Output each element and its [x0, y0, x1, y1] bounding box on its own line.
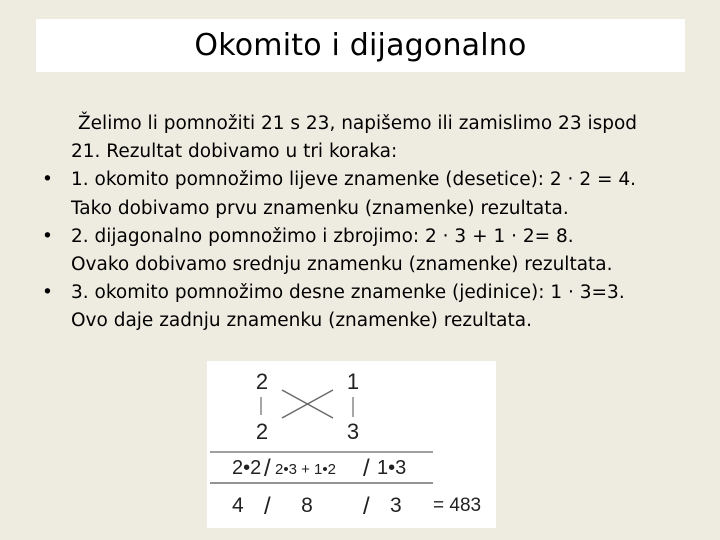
multiplication-diagram — [207, 361, 496, 528]
intro-line-2: 21. Rezultat dobivamo u tri koraka: — [71, 141, 398, 163]
multiplication-figure — [207, 361, 496, 528]
bullet-icon: • — [42, 282, 53, 304]
step-3-line-1: 3. okomito pomnožimo desne znamenke (jedinice): 1 · 3=3. — [71, 282, 625, 304]
step-2-line-2: Ovako dobivamo srednju znamenku (znamenke) rezultata. — [71, 254, 613, 276]
partial-middle: 2•3 + 1•2 — [275, 461, 336, 478]
step-1-line-1: 1. okomito pomnožimo lijeve znamenke (desetice): 2 · 2 = 4. — [71, 169, 636, 191]
result-digit-1: 4 — [232, 494, 244, 517]
slide-body — [40, 110, 680, 336]
result-total: = 483 — [433, 495, 482, 516]
result-separator-2: / — [363, 493, 370, 520]
partial-separator-1: / — [264, 455, 271, 482]
digit-top-right: 1 — [346, 369, 360, 394]
digit-bottom-left: 2 — [255, 419, 269, 444]
result-separator-1: / — [264, 493, 271, 520]
step-item-2 — [40, 223, 680, 251]
digit-top-left: 2 — [255, 369, 269, 394]
step-2-line-1: 2. dijagonalno pomnožimo i zbrojimo: 2 · 3 + 1 · 2= 8. — [71, 225, 574, 247]
result-digit-3: 3 — [390, 494, 402, 517]
intro-line-1: Želimo li pomnožiti 21 s 23, napišemo ili zamislimo 23 ispod — [78, 113, 638, 134]
step-item-3 — [40, 279, 680, 307]
slide-title: Okomito i dijagonalno — [194, 28, 527, 63]
step-3-line-2: Ovo daje zadnju znamenku (znamenke) rezultata. — [71, 310, 532, 332]
step-1-line-2: Tako dobivamo prvu znamenku (znamenke) rezultata. — [71, 197, 569, 219]
partial-left: 2•2 — [232, 457, 262, 479]
step-item-1 — [40, 166, 680, 194]
digit-bottom-right: 3 — [346, 419, 360, 444]
result-digit-2: 8 — [301, 494, 313, 517]
bullet-icon: • — [42, 169, 53, 191]
partial-right: 1•3 — [377, 457, 407, 479]
bullet-icon: • — [42, 225, 53, 247]
title-box — [36, 19, 685, 72]
partial-separator-2: / — [363, 455, 370, 482]
